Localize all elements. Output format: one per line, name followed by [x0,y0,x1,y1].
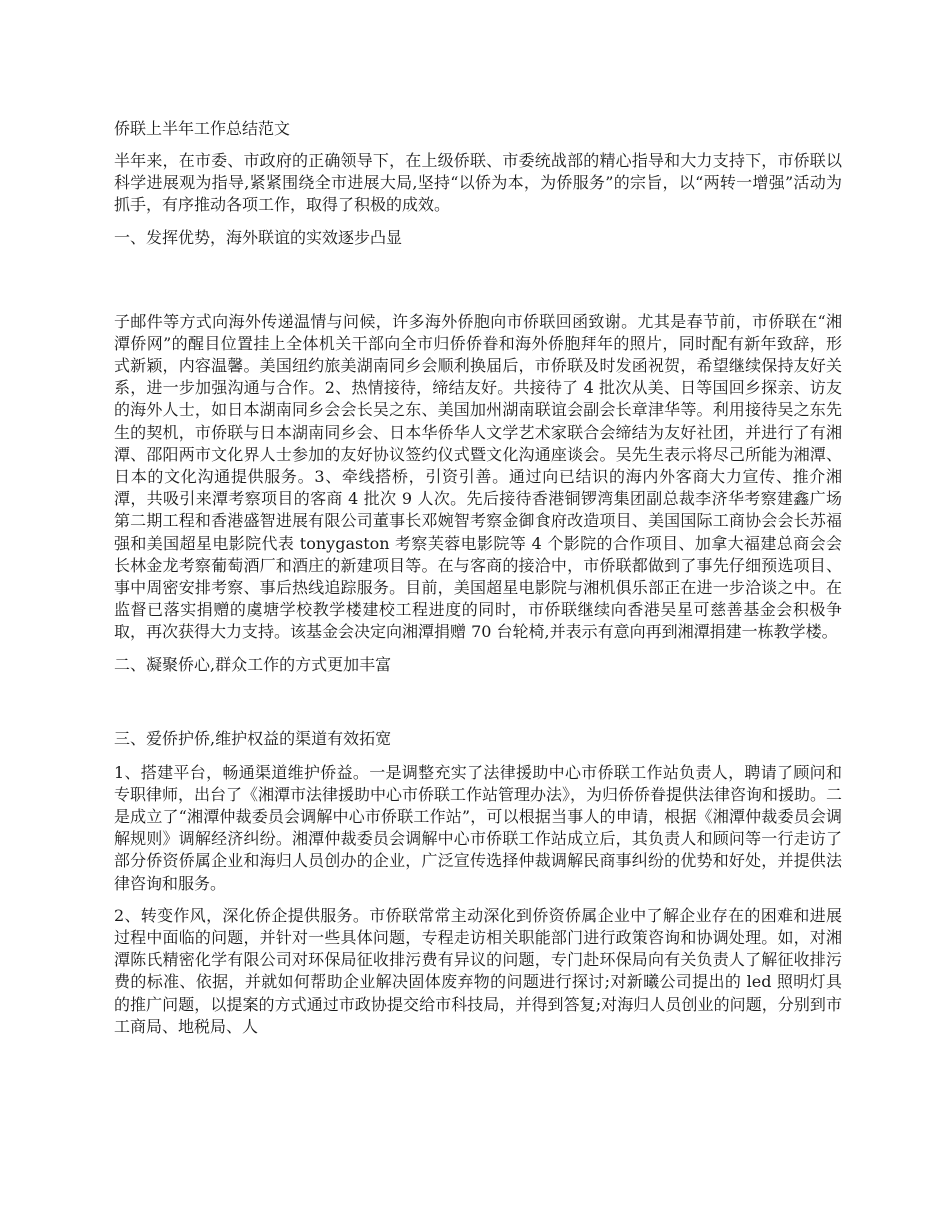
section-1-body: 子邮件等方式向海外传递温情与问候，许多海外侨胞向市侨联回函致谢。尤其是春节前，市侨联在“湘潭侨网”的醒目位置挂上全体机关干部向全市归侨侨眷和海外侨胞拜年的照片，同时配有新年致辞，形式新颖，内容温馨。美国纽约旅美湖南同乡会顺利换届后，市侨联及时发函祝贺，希望继续保持友好关系，进一步加强沟通与合作。2、热情接待，缔结友好。共接待了 4 批次从美、日等国回乡探亲、访友的海外人士，如日本湖南同乡会会长吴之东、美国加州湖南联谊会副会长章津华等。利用接待吴之东先生的契机，市侨联与日本湖南同乡会、日本华侨华人文学艺术家联合会缔结为友好社团，并进行了有湘潭、邵阳两市文化界人士参加的友好协议签约仪式暨文化沟通座谈会。吴先生表示将尽己所能为湘潭、日本的文化沟通提供服务。3、牵线搭桥，引资引善。通过向已结识的海内外客商大力宣传、推介湘潭，共吸引来潭考察项目的客商 4 批次 9 人次。先后接待香港铜锣湾集团副总裁李济华考察建鑫广场第二期工程和香港盛智进展有限公司董事长邓婉智考察金御食府改造项目、美国国际工商协会会长苏福强和美国超星电影院代表 tonygaston 考察芙蓉电影院等 4 个影院的合作项目、加拿大福建总商会会长林金龙考察葡萄酒厂和酒庄的新建项目等。在与客商的接洽中，市侨联都做到了事先仔细预选项目、事中周密安排考察、事后热线追踪服务。目前，美国超星电影院与湘机俱乐部正在进一步洽谈之中。在监督已落实捐赠的虞塘学校教学楼建校工程进度的同时，市侨联继续向香港吴星可慈善基金会积极争取，再次获得大力支持。该基金会决定向湘潭捐赠 70 台轮椅,并表示有意向再到湘潭捐建一栋教学楼。 [114,311,842,642]
section-1-heading: 一、发挥优势，海外联谊的实效逐步凸显 [114,227,403,247]
blank-gap [114,259,842,311]
section-3-paragraph-1: 1、搭建平台，畅通渠道维护侨益。一是调整充实了法律援助中心市侨联工作站负责人，聘请了顾问和专职律师，出台了《湘潭市法律援助中心市侨联工作站管理办法》，为归侨侨眷提供法律咨询和援助。二是成立了“湘潭仲裁委员会调解中心市侨联工作站”，可以根据当事人的申请，根据《湘潭仲裁委员会调解规则》调解经济纠纷。湘潭仲裁委员会调解中心市侨联工作站成立后，其负责人和顾问等一行走访了部分侨资侨属企业和海归人员创办的企业，广泛宣传选择仲裁调解民商事纠纷的优势和好处，并提供法律咨询和服务。 [114,762,843,893]
blank-gap [114,686,842,728]
document-title: 侨联上半年工作总结范文 [114,119,291,138]
intro-paragraph: 半年来，在市委、市政府的正确领导下，在上级侨联、市委统战部的精心指导和大力支持下，市侨联以科学进展观为指导,紧紧围绕全市进展大局,坚持“以侨为本，为侨服务”的宗旨，以“两转一增强”活动为抓手，有序推动各项工作，取得了积极的成效。 [114,151,842,215]
section-3-heading: 三、爱侨护侨,维护权益的渠道有效拓宽 [114,728,392,748]
section-2-heading: 二、凝聚侨心,群众工作的方式更加丰富 [114,654,392,674]
document-page [114,118,842,1048]
section-3-paragraph-2: 2、转变作风，深化侨企提供服务。市侨联常常主动深化到侨资侨属企业中了解企业存在的困难和进展过程中面临的问题，并针对一些具体问题，专程走访相关职能部门进行政策咨询和协调处理。如，对湘潭陈氏精密化学有限公司对环保局征收排污费有异议的问题，专门赴环保局向有关负责人了解征收排污费的标准、依据，并就如何帮助企业解决固体废弃物的问题进行探讨;对新曦公司提出的 led 照明灯具的推广问题，以提案的方式通过市政协提交给市科技局，并得到答复;对海归人员创业的问题，分别到市工商局、地税局、人 [114,905,842,1036]
